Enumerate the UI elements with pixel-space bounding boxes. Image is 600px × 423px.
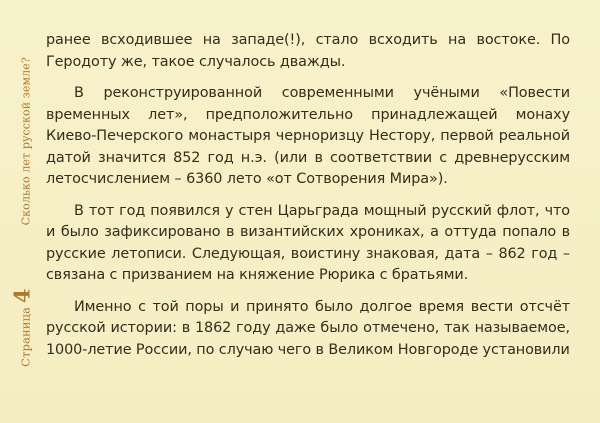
side-running-head: [10, 57, 35, 367]
paragraph: ранее всходившее на западе(!), стало всходить на востоке. По Геродоту же, такое случалось дважды.: [46, 32, 570, 70]
paragraph: Именно с той поры и принято было долгое время вести отсчёт русской истории: в 1862 году даже было отмечено, так называемое, 1000-летие России, по случаю чего в Великом Новгороде установили: [46, 298, 570, 358]
paragraph: В реконструированной современными учёными «Повести временных лет», предположительно принадлежащей монаху Киево-Печерского монастыря черноризцу Нестору, первой реальной датой значится 852 год н.э. (или в соответствии с древнерусским летосчислением – 6360 лето «от Сотворения Мира»).: [46, 85, 570, 187]
paragraph: В тот год появился у стен Царьграда мощный русский флот, что и было зафиксировано в византийских хрониках, а оттуда попало в русские летописи. Следующая, воистину знаковая, дата – 862 год – связана с призванием на княжение Рюрика с братьями.: [46, 202, 570, 283]
body-text: [46, 30, 570, 371]
book-title: Сколько лет русской земле?: [19, 57, 33, 226]
page-label: Страница: [18, 307, 33, 367]
page-number: 4: [9, 288, 35, 304]
side-margin: [0, 0, 44, 423]
